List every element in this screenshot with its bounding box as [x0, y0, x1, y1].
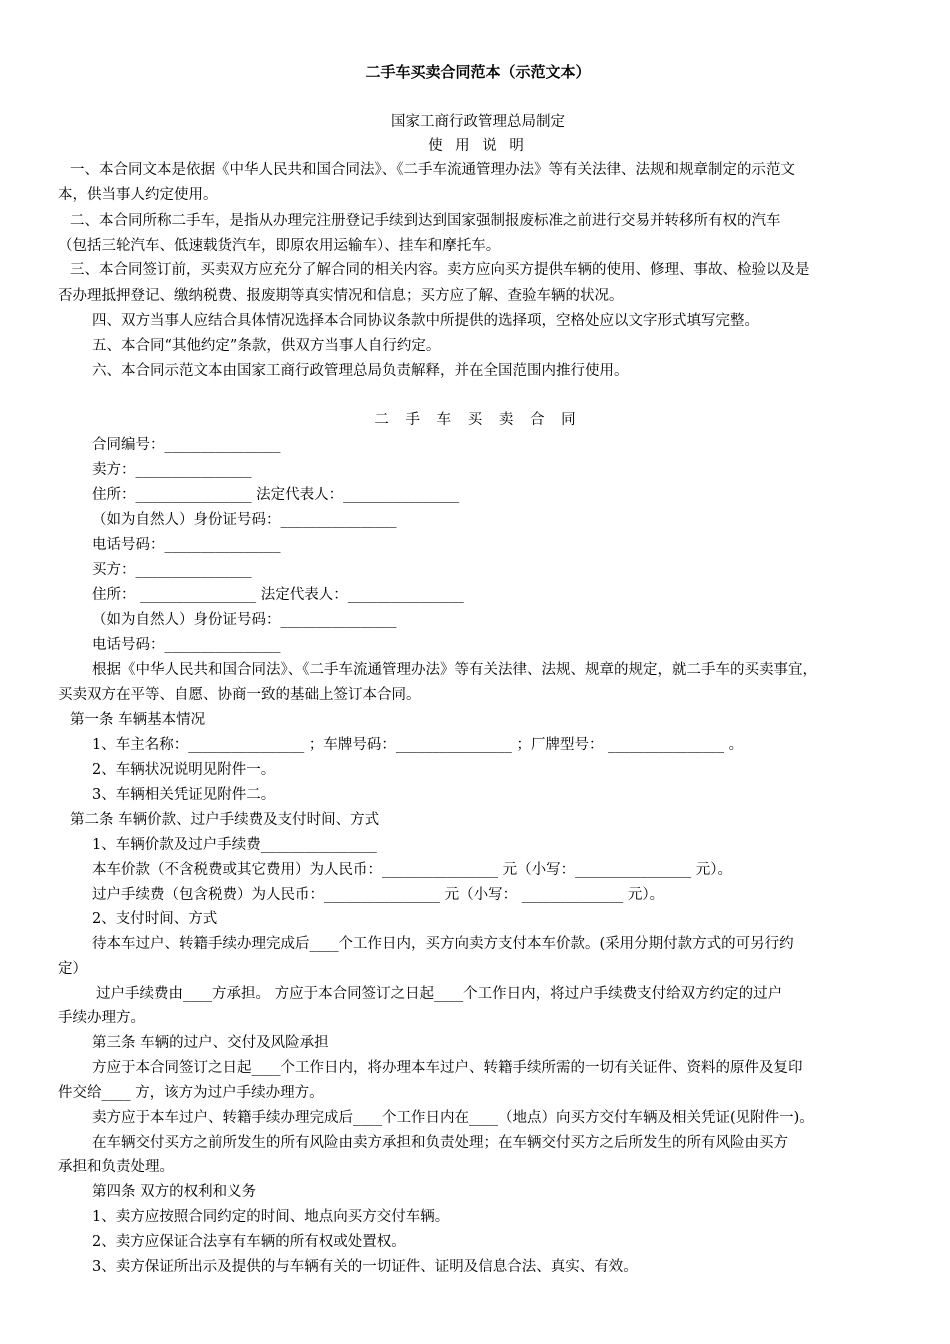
document-title: 二手车买卖合同范本（示范文本） [365, 63, 591, 81]
field-buyer-id: （如为自然人）身份证号码：________________ [92, 612, 397, 628]
instruction-line: 一、本合同文本是依据《中华人民共和国合同法》、《二手车流通管理办法》等有关法律、法规和规章制定的示范文 [70, 162, 795, 178]
article1-item: 2、车辆状况说明见附件一。 [92, 762, 276, 778]
instructions-heading: 使 用 说 明 [428, 138, 528, 154]
article4-item: 3、卖方保证所出示及提供的与车辆有关的一切证件、证明及信息合法、真实、有效。 [92, 1259, 638, 1275]
article3-item: 在车辆交付买方之前所发生的所有风险由卖方承担和负责处理；在车辆交付买方之后所发生的所有风险由买方 [92, 1135, 788, 1151]
article2-item: 本车价款（不含税费或其它费用）为人民币：________________ 元（小写：________________ 元）。 [92, 862, 732, 878]
instruction-line: （包括三轮汽车、低速载货汽车，即原农用运输车）、挂车和摩托车。 [58, 238, 501, 254]
article3-item: 卖方应于本车过户、转籍手续办理完成后____个工作日内在____（地点）向买方交付车辆及相关凭证(见附件一)。 [92, 1110, 814, 1126]
issuer-line: 国家工商行政管理总局制定 [391, 114, 565, 130]
field-buyer-address: 住所： ________________ 法定代表人：________________ [92, 587, 464, 603]
contract-heading: 二 手 车 买 卖 合 同 [374, 412, 582, 428]
article2-item: 2、支付时间、方式 [92, 911, 218, 927]
article4-item: 1、卖方应按照合同约定的时间、地点向买方交付车辆。 [92, 1209, 450, 1225]
article2-item: 待本车过户、转籍手续办理完成后____个工作日内，买方向卖方支付本车价款。(采用分期付款方式的可另行约 [92, 936, 794, 952]
article2-item: 过户手续费（包含税费）为人民币：________________ 元（小写： ______________ 元）。 [92, 887, 665, 903]
instruction-line: 二、本合同所称二手车，是指从办理完注册登记手续到达到国家强制报废标准之前进行交易并转移所有权的汽车 [70, 213, 781, 229]
article4-heading: 第四条 双方的权利和义务 [92, 1184, 257, 1200]
instruction-line: 六、本合同示范文本由国家工商行政管理总局负责解释，并在全国范围内推行使用。 [92, 363, 629, 379]
article2-item: 手续办理方。 [58, 1010, 145, 1026]
field-buyer-phone: 电话号码：________________ [92, 637, 281, 653]
instruction-line: 五、本合同“其他约定”条款，供双方当事人自行约定。 [92, 338, 441, 354]
field-seller-phone: 电话号码：________________ [92, 537, 281, 553]
article4-item: 2、卖方应保证合法享有车辆的所有权或处置权。 [92, 1234, 406, 1250]
article2-item: 1、车辆价款及过户手续费________________ [92, 837, 377, 853]
article3-heading: 第三条 车辆的过户、交付及风险承担 [92, 1035, 329, 1051]
instruction-line: 三、本合同签订前，买卖双方应充分了解合同的相关内容。卖方应向买方提供车辆的使用、修理、事故、检验以及是 [70, 262, 810, 278]
preamble-line: 根据《中华人民共和国合同法》、《二手车流通管理办法》等有关法律、法规、规章的规定，就二手车的买卖事宜， [92, 662, 817, 678]
article2-item: 定） [58, 961, 87, 977]
article3-item: 方应于本合同签订之日起____个工作日内，将办理本车过户、转籍手续所需的一切有关证件、资料的原件及复印 [92, 1060, 803, 1076]
article3-item: 件交给____ 方，该方为过户手续办理方。 [58, 1085, 324, 1101]
article3-item: 承担和负责处理。 [58, 1159, 174, 1175]
article2-heading: 第二条 车辆价款、过户手续费及支付时间、方式 [70, 812, 380, 828]
instruction-line: 四、双方当事人应结合具体情况选择本合同协议条款中所提供的选择项，空格处应以文字形式填写完整。 [92, 313, 759, 329]
field-seller: 卖方：________________ [92, 462, 252, 478]
instruction-line: 本，供当事人约定使用。 [58, 187, 218, 203]
field-contract-number: 合同编号：________________ [92, 437, 281, 453]
field-seller-address: 住所：________________ 法定代表人：________________ [92, 487, 460, 503]
article1-item: 3、车辆相关凭证见附件二。 [92, 787, 276, 803]
article1-heading: 第一条 车辆基本情况 [70, 712, 206, 728]
article2-item: 过户手续费由____方承担。 方应于本合同签订之日起____个工作日内，将过户手续费支付给双方约定的过户 [96, 986, 783, 1002]
preamble-line: 买卖双方在平等、自愿、协商一致的基础上签订本合同。 [58, 687, 421, 703]
field-seller-id: （如为自然人）身份证号码：________________ [92, 512, 397, 528]
field-buyer: 买方：________________ [92, 562, 252, 578]
article1-item: 1、车主名称：________________ ；车牌号码：________________ ；厂牌型号： ________________ 。 [92, 737, 744, 753]
instruction-line: 否办理抵押登记、缴纳税费、报废期等真实情况和信息；买方应了解、查验车辆的状况。 [58, 288, 624, 304]
